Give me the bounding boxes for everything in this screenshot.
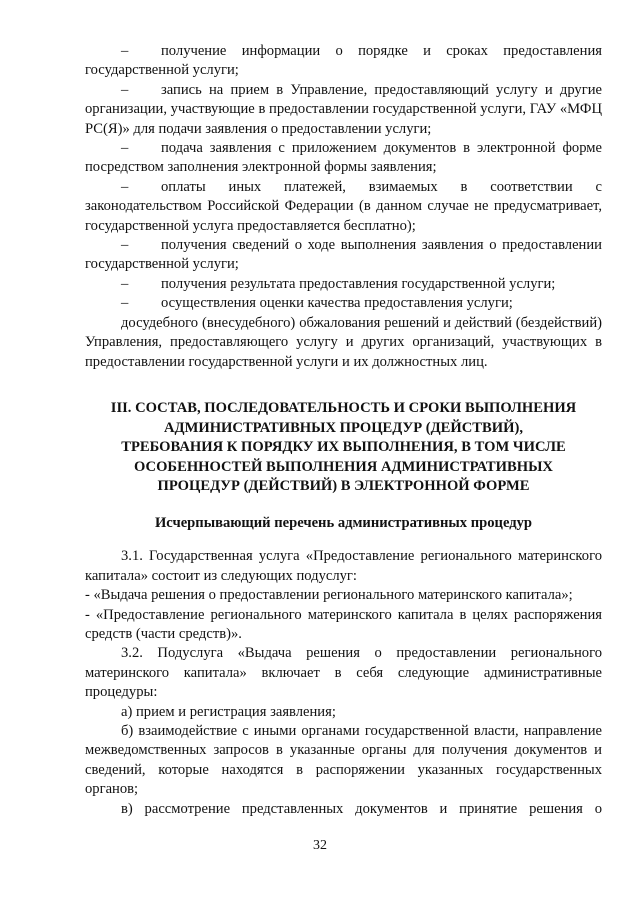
dash-marker: – bbox=[121, 140, 129, 157]
subsection-heading: Исчерпывающий перечень административных процедур bbox=[154, 514, 533, 531]
procedure-item: в) рассмотрение представленных документов и принятие решения о bbox=[121, 800, 602, 817]
list-item-text: подача заявления с приложением документов в электронной форме посредством заполнения электронной формы заявления; bbox=[85, 140, 602, 176]
section-heading-line: ТРЕБОВАНИЯ К ПОРЯДКУ ИХ ВЫПОЛНЕНИЯ, В ТОМ ЧИСЛЕ bbox=[121, 439, 566, 456]
pre-appeal-paragraph: досудебного (внесудебного) обжалования решений и действий (бездействий) Управления, предоставляющего услугу и других организаций, участвующих в предоставлении государственной услуги и их должностных лиц. bbox=[85, 314, 602, 370]
dash-marker: – bbox=[121, 81, 129, 98]
dash-marker: – bbox=[121, 295, 129, 312]
section-heading bbox=[85, 399, 602, 497]
list-item-text: получения результата предоставления государственной услуги; bbox=[161, 275, 556, 292]
subservice-item: - «Выдача решения о предоставлении регионального материнского капитала»; bbox=[85, 587, 573, 604]
list-item-text: осуществления оценки качества предоставления услуги; bbox=[161, 295, 513, 312]
section-heading-line: III. СОСТАВ, ПОСЛЕДОВАТЕЛЬНОСТЬ И СРОКИ ВЫПОЛНЕНИЯ bbox=[110, 399, 577, 416]
list-item-text: получение информации о порядке и сроках предоставления государственной услуги; bbox=[85, 43, 602, 79]
dash-marker: – bbox=[121, 43, 129, 59]
list-item-text: получения сведений о ходе выполнения заявления о предоставлении государственной услуги; bbox=[85, 237, 602, 273]
section-heading-line: ПРОЦЕДУР (ДЕЙСТВИЙ) В ЭЛЕКТРОННОЙ ФОРМЕ bbox=[157, 478, 530, 495]
dash-marker: – bbox=[121, 237, 129, 254]
list-item-text: запись на прием в Управление, предоставляющий услугу и другие организации, участвующие в предоставлении государственной услуги, ГАУ «МФЦ РС(Я)» для подачи заявления о предоставлении услуги; bbox=[85, 81, 602, 137]
paragraph-3-1: 3.1. Государственная услуга «Предоставление регионального материнского капитала» состоит из следующих подуслуг: bbox=[85, 548, 602, 584]
dash-marker: – bbox=[121, 275, 129, 292]
list-item bbox=[85, 42, 602, 81]
list-item-text: оплаты иных платежей, взимаемых в соответствии с законодательством Российской Федерации (в данном случае не предусматривает, государственной услуга предоставляется бесплатно); bbox=[85, 178, 602, 234]
paragraph-3-2: 3.2. Подуслуга «Выдача решения о предоставлении регионального материнского капитала» включает в себя следующие административные процедуры: bbox=[85, 645, 602, 701]
dash-marker: – bbox=[121, 178, 129, 195]
spacer bbox=[85, 533, 602, 547]
list-item bbox=[85, 139, 602, 178]
dash-list bbox=[85, 42, 602, 372]
subservice-item: - «Предоставление регионального материнского капитала в целях распоряжения средств (части средств)». bbox=[85, 606, 602, 642]
list-item bbox=[85, 81, 602, 139]
page-number: 32 bbox=[313, 838, 327, 853]
document-page bbox=[85, 42, 602, 819]
section-heading-line: ОСОБЕННОСТЕЙ ВЫПОЛНЕНИЯ АДМИНИСТРАТИВНЫХ bbox=[134, 458, 553, 475]
list-item bbox=[85, 294, 602, 313]
procedure-item: а) прием и регистрация заявления; bbox=[121, 703, 336, 720]
procedure-item: б) взаимодействие с иными органами государственной власти, направление межведомственных запросов в указанные органы для получения документов и сведений, которые находятся в распоряжении указанных государственных органов; bbox=[85, 722, 602, 798]
list-item bbox=[85, 236, 602, 275]
list-item bbox=[85, 275, 602, 294]
section-heading-line: АДМИНИСТРАТИВНЫХ ПРОЦЕДУР (ДЕЙСТВИЙ), bbox=[164, 419, 523, 436]
list-item bbox=[85, 178, 602, 236]
